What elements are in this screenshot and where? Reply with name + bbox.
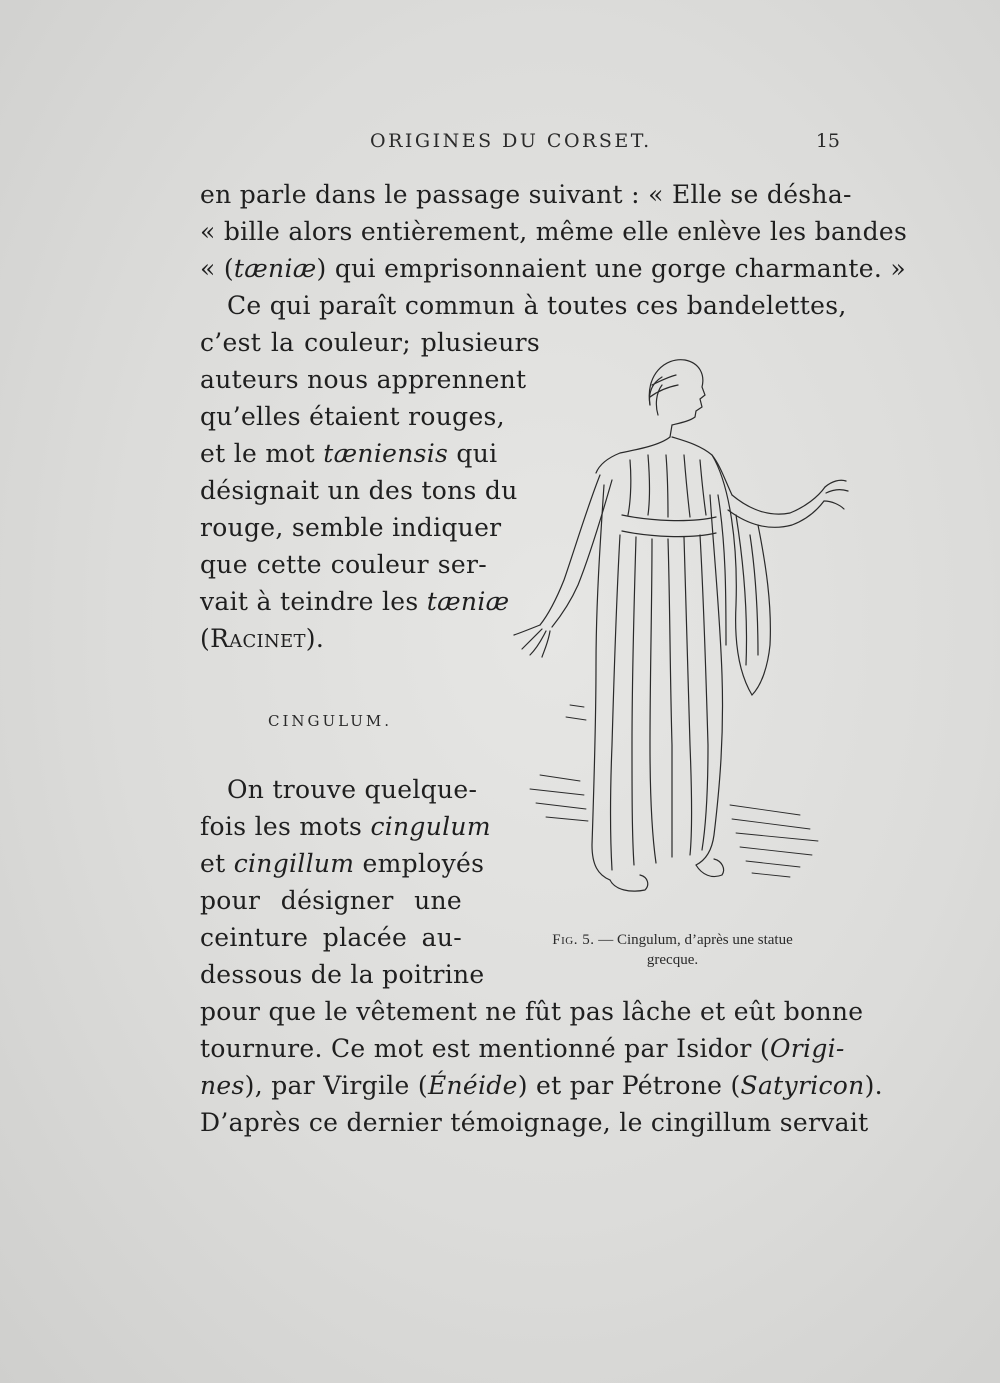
- text-line: Ce qui paraît commun à toutes ces bandelettes,: [227, 291, 847, 320]
- figure-caption: [500, 930, 845, 970]
- caption-line-1: Fig. 5. — Cingulum, d’après une statue: [552, 932, 793, 948]
- text-line: D’après ce dernier témoignage, le cingillum servait: [200, 1108, 869, 1137]
- section-heading: CINGULUM.: [268, 712, 393, 730]
- statue-illustration: [500, 345, 850, 915]
- text-line: rouge, semble indiquer: [200, 513, 502, 542]
- text-line: vait à teindre les tæniæ: [200, 587, 510, 616]
- text-line: On trouve quelque-: [227, 775, 478, 804]
- text-line: « bille alors entièrement, même elle enlève les bandes: [200, 217, 908, 246]
- text-line: désignait un des tons du: [200, 476, 518, 505]
- text-line: c’est la couleur; plusieurs: [200, 328, 540, 357]
- text-line: qu’elles étaient rouges,: [200, 402, 505, 431]
- text-line: en parle dans le passage suivant : « Elle se désha-: [200, 180, 852, 209]
- text-line: ceinture placée au-: [200, 923, 462, 952]
- text-line: fois les mots cingulum: [200, 812, 491, 841]
- statue-engraving-figure: [500, 345, 850, 915]
- text-line: « (tæniæ) qui emprisonnaient une gorge charmante. »: [200, 254, 906, 283]
- text-line: pour que le vêtement ne fût pas lâche et eût bonne: [200, 997, 864, 1026]
- text-line: nes), par Virgile (Énéide) et par Pétrone (Satyricon).: [200, 1071, 883, 1100]
- text-line: (Racinet).: [200, 624, 325, 653]
- page-number: 15: [815, 130, 840, 152]
- caption-line-2: grecque.: [646, 952, 699, 968]
- text-line: et le mot tæniensis qui: [200, 439, 498, 468]
- text-line: et cingillum employés: [200, 849, 485, 878]
- text-line: pour désigner une: [200, 886, 462, 915]
- text-line: auteurs nous apprennent: [200, 365, 527, 394]
- text-line: que cette couleur ser-: [200, 550, 487, 579]
- running-title: ORIGINES DU CORSET.: [370, 130, 652, 152]
- text-line: dessous de la poitrine: [200, 960, 485, 989]
- page-header: [200, 130, 840, 160]
- text-line: tournure. Ce mot est mentionné par Isidor (Origi-: [200, 1034, 845, 1063]
